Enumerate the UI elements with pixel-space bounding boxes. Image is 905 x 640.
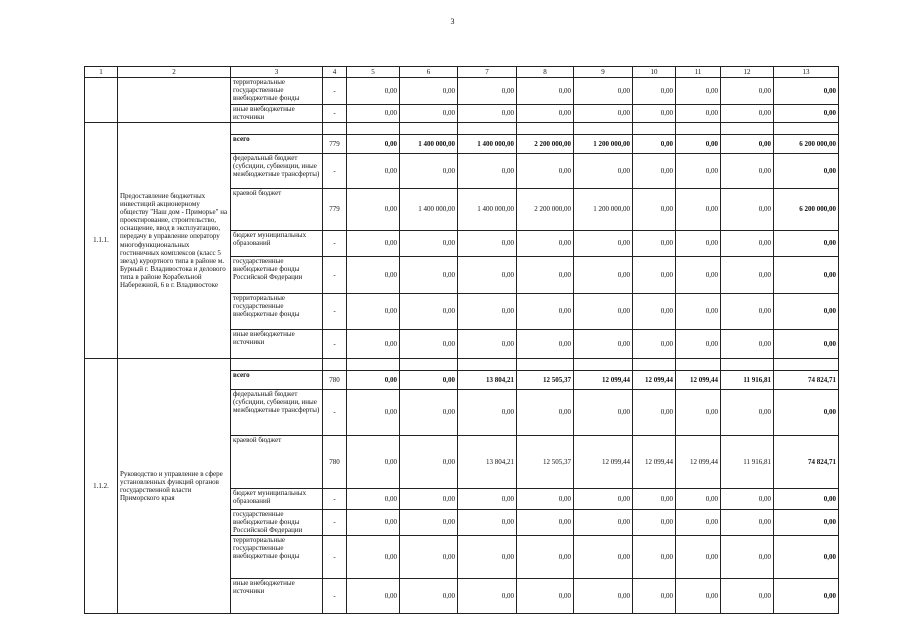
value-cell: 0,00 (721, 579, 774, 614)
value-cell: 0,00 (676, 78, 721, 105)
value-cell: 0,00 (633, 135, 676, 154)
code-cell: 780 (323, 371, 347, 390)
spacer-cell (774, 359, 839, 371)
value-cell: 0,00 (721, 78, 774, 105)
value-cell: 2 200 000,00 (517, 135, 574, 154)
value-cell: 0,00 (400, 510, 458, 536)
table-row (85, 78, 839, 105)
value-cell: 0,00 (400, 371, 458, 390)
value-cell: 0,00 (721, 510, 774, 536)
code-cell: - (323, 154, 347, 189)
value-cell: 0,00 (721, 105, 774, 123)
value-cell: 0,00 (458, 154, 517, 189)
spacer-cell (400, 359, 458, 371)
value-cell: 0,00 (347, 105, 400, 123)
column-header: 3 (231, 67, 323, 78)
value-cell: 0,00 (774, 257, 839, 294)
value-cell: 0,00 (517, 257, 574, 294)
value-cell: 0,00 (633, 154, 676, 189)
value-cell: 0,00 (676, 390, 721, 436)
value-cell: 0,00 (721, 257, 774, 294)
spacer-cell (231, 359, 323, 371)
value-cell: 0,00 (633, 330, 676, 359)
value-cell: 0,00 (347, 371, 400, 390)
spacer-cell (517, 359, 574, 371)
code-cell: - (323, 390, 347, 436)
column-header: 2 (118, 67, 231, 78)
column-header: 13 (774, 67, 839, 78)
value-cell: 1 400 000,00 (400, 135, 458, 154)
spacer-cell (676, 123, 721, 135)
funding-source: всего (231, 135, 323, 154)
value-cell: 0,00 (633, 579, 676, 614)
spacer-cell (231, 123, 323, 135)
column-header: 5 (347, 67, 400, 78)
value-cell: 0,00 (347, 510, 400, 536)
value-cell: 0,00 (347, 489, 400, 510)
code-cell: - (323, 105, 347, 123)
value-cell: 12 099,44 (676, 371, 721, 390)
value-cell: 74 824,71 (774, 371, 839, 390)
value-cell: 0,00 (721, 231, 774, 257)
spacer-row (85, 359, 839, 371)
value-cell: 0,00 (574, 78, 633, 105)
value-cell: 2 200 000,00 (517, 189, 574, 231)
value-cell: 0,00 (633, 231, 676, 257)
value-cell: 0,00 (676, 330, 721, 359)
value-cell: 0,00 (676, 294, 721, 330)
funding-source: бюджет муниципальных образований (231, 231, 323, 257)
value-cell: 1 400 000,00 (458, 135, 517, 154)
section-description: Предоставление бюджетных инвестиций акционерному обществу "Наш дом - Приморье" на проектирование, строительство, оснащение, ввод в эксплуатацию, передачу в управление оператору многофункциональных гостиничных комплексов (класс 5 звезд) курортного типа в районе м. Бурный г. Владивостока и делового типа в районе Корабельной Набережной, 6 в г. Владивостоке (118, 123, 231, 359)
value-cell: 0,00 (347, 189, 400, 231)
value-cell: 0,00 (676, 579, 721, 614)
value-cell: 11 916,81 (721, 436, 774, 489)
funding-source: иные внебюджетные источники (231, 579, 323, 614)
spacer-cell (774, 123, 839, 135)
value-cell: 0,00 (458, 78, 517, 105)
value-cell: 0,00 (517, 489, 574, 510)
value-cell: 0,00 (347, 294, 400, 330)
value-cell: 12 099,44 (633, 436, 676, 489)
spacer-cell (458, 359, 517, 371)
value-cell: 0,00 (347, 257, 400, 294)
code-cell: 780 (323, 436, 347, 489)
spacer-cell (633, 359, 676, 371)
spacer-cell (633, 123, 676, 135)
value-cell: 0,00 (458, 257, 517, 294)
column-header: 10 (633, 67, 676, 78)
spacer-cell (347, 359, 400, 371)
value-cell: 0,00 (458, 390, 517, 436)
value-cell: 1 200 000,00 (574, 135, 633, 154)
code-cell: 779 (323, 189, 347, 231)
value-cell: 0,00 (574, 231, 633, 257)
value-cell: 0,00 (633, 78, 676, 105)
value-cell: 13 804,21 (458, 436, 517, 489)
column-header: 6 (400, 67, 458, 78)
value-cell: 0,00 (517, 510, 574, 536)
value-cell: 0,00 (574, 154, 633, 189)
value-cell: 0,00 (574, 105, 633, 123)
value-cell: 0,00 (400, 330, 458, 359)
funding-source: территориальные государственные внебюджетные фонды (231, 536, 323, 579)
value-cell: 0,00 (400, 257, 458, 294)
value-cell: 0,00 (574, 510, 633, 536)
value-cell: 0,00 (347, 390, 400, 436)
value-cell: 0,00 (774, 105, 839, 123)
value-cell: 0,00 (774, 231, 839, 257)
funding-source: краевой бюджет (231, 436, 323, 489)
value-cell: 0,00 (458, 489, 517, 510)
value-cell: 74 824,71 (774, 436, 839, 489)
value-cell: 13 804,21 (458, 371, 517, 390)
code-cell: - (323, 579, 347, 614)
column-header: 7 (458, 67, 517, 78)
funding-source: федеральный бюджет (субсидии, субвенции, иные межбюджетные трансферты) (231, 390, 323, 436)
value-cell: 0,00 (400, 436, 458, 489)
value-cell: 0,00 (721, 135, 774, 154)
value-cell: 0,00 (676, 257, 721, 294)
value-cell: 0,00 (676, 231, 721, 257)
value-cell: 0,00 (347, 536, 400, 579)
code-cell: - (323, 330, 347, 359)
value-cell: 12 505,37 (517, 436, 574, 489)
value-cell: 0,00 (774, 330, 839, 359)
section-description: Руководство и управление в сфере установленных функций органов государственной власти Приморского края (118, 359, 231, 614)
column-number-header (85, 67, 839, 78)
value-cell: 0,00 (517, 78, 574, 105)
value-cell: 0,00 (574, 257, 633, 294)
code-cell: - (323, 257, 347, 294)
value-cell: 0,00 (633, 489, 676, 510)
value-cell: 11 916,81 (721, 371, 774, 390)
spacer-row (85, 123, 839, 135)
value-cell: 0,00 (347, 330, 400, 359)
value-cell: 0,00 (400, 489, 458, 510)
column-header: 1 (85, 67, 118, 78)
value-cell: 0,00 (517, 105, 574, 123)
value-cell: 0,00 (633, 536, 676, 579)
value-cell: 0,00 (721, 489, 774, 510)
value-cell: 0,00 (676, 189, 721, 231)
value-cell: 0,00 (676, 536, 721, 579)
value-cell: 0,00 (458, 105, 517, 123)
spacer-cell (721, 359, 774, 371)
value-cell: 0,00 (347, 78, 400, 105)
value-cell: 0,00 (347, 579, 400, 614)
value-cell: 0,00 (574, 294, 633, 330)
value-cell: 0,00 (774, 536, 839, 579)
value-cell: 0,00 (633, 257, 676, 294)
value-cell: 0,00 (574, 330, 633, 359)
code-cell: - (323, 231, 347, 257)
value-cell: 0,00 (721, 294, 774, 330)
value-cell: 0,00 (774, 294, 839, 330)
value-cell: 0,00 (347, 231, 400, 257)
section-number: 1.1.2. (85, 359, 118, 614)
funding-source: государственные внебюджетные фонды Российской Федерации (231, 257, 323, 294)
value-cell: 0,00 (721, 536, 774, 579)
budget-table (84, 66, 839, 614)
value-cell: 0,00 (633, 294, 676, 330)
value-cell: 0,00 (400, 231, 458, 257)
value-cell: 0,00 (676, 489, 721, 510)
value-cell: 0,00 (633, 510, 676, 536)
value-cell: 0,00 (676, 135, 721, 154)
code-cell: 779 (323, 135, 347, 154)
column-header: 4 (323, 67, 347, 78)
value-cell: 0,00 (517, 330, 574, 359)
code-cell: - (323, 510, 347, 536)
funding-source: территориальные государственные внебюджетные фонды (231, 294, 323, 330)
value-cell: 0,00 (458, 330, 517, 359)
funding-source: территориальные государственные внебюджетные фонды (231, 78, 323, 105)
value-cell: 0,00 (458, 294, 517, 330)
spacer-cell (323, 123, 347, 135)
value-cell: 0,00 (574, 489, 633, 510)
value-cell: 0,00 (774, 78, 839, 105)
table-body (85, 67, 839, 614)
value-cell: 0,00 (676, 154, 721, 189)
value-cell: 0,00 (458, 231, 517, 257)
value-cell: 0,00 (347, 154, 400, 189)
value-cell: 0,00 (774, 579, 839, 614)
funding-source: иные внебюджетные источники (231, 105, 323, 123)
value-cell: 0,00 (400, 105, 458, 123)
value-cell: 0,00 (633, 390, 676, 436)
value-cell: 6 200 000,00 (774, 189, 839, 231)
value-cell: 0,00 (774, 510, 839, 536)
spacer-cell (323, 359, 347, 371)
value-cell: 0,00 (721, 189, 774, 231)
value-cell: 0,00 (633, 105, 676, 123)
value-cell: 12 505,37 (517, 371, 574, 390)
value-cell: 0,00 (721, 390, 774, 436)
value-cell: 0,00 (721, 154, 774, 189)
funding-source: федеральный бюджет (субсидии, субвенции, иные межбюджетные трансферты) (231, 154, 323, 189)
spacer-cell (574, 359, 633, 371)
value-cell: 0,00 (458, 579, 517, 614)
spacer-cell (458, 123, 517, 135)
value-cell: 12 099,44 (633, 371, 676, 390)
column-header: 9 (574, 67, 633, 78)
value-cell: 0,00 (633, 189, 676, 231)
value-cell: 6 200 000,00 (774, 135, 839, 154)
value-cell: 1 400 000,00 (458, 189, 517, 231)
value-cell: 1 400 000,00 (400, 189, 458, 231)
column-header: 12 (721, 67, 774, 78)
column-header: 11 (676, 67, 721, 78)
code-cell: - (323, 78, 347, 105)
value-cell: 0,00 (676, 105, 721, 123)
empty-description-cell (118, 78, 231, 123)
code-cell: - (323, 489, 347, 510)
value-cell: 12 099,44 (574, 436, 633, 489)
value-cell: 0,00 (676, 510, 721, 536)
value-cell: 0,00 (517, 536, 574, 579)
value-cell: 0,00 (574, 390, 633, 436)
value-cell: 0,00 (517, 231, 574, 257)
value-cell: 0,00 (574, 536, 633, 579)
value-cell: 0,00 (400, 536, 458, 579)
value-cell: 0,00 (347, 135, 400, 154)
spacer-cell (574, 123, 633, 135)
value-cell: 0,00 (400, 390, 458, 436)
value-cell: 0,00 (517, 294, 574, 330)
value-cell: 1 200 000,00 (574, 189, 633, 231)
value-cell: 0,00 (400, 294, 458, 330)
code-cell: - (323, 294, 347, 330)
value-cell: 0,00 (400, 78, 458, 105)
value-cell: 0,00 (347, 436, 400, 489)
value-cell: 0,00 (400, 579, 458, 614)
value-cell: 0,00 (517, 154, 574, 189)
value-cell: 12 099,44 (676, 436, 721, 489)
funding-source: всего (231, 371, 323, 390)
section-number: 1.1.1. (85, 123, 118, 359)
value-cell: 12 099,44 (574, 371, 633, 390)
spacer-cell (517, 123, 574, 135)
empty-number-cell (85, 78, 118, 123)
value-cell: 0,00 (774, 390, 839, 436)
value-cell: 0,00 (774, 154, 839, 189)
value-cell: 0,00 (721, 330, 774, 359)
funding-source: бюджет муниципальных образований (231, 489, 323, 510)
value-cell: 0,00 (400, 154, 458, 189)
funding-source: краевой бюджет (231, 189, 323, 231)
page-number: 3 (450, 17, 455, 26)
spacer-cell (400, 123, 458, 135)
spacer-cell (721, 123, 774, 135)
column-header: 8 (517, 67, 574, 78)
value-cell: 0,00 (517, 579, 574, 614)
value-cell: 0,00 (774, 489, 839, 510)
spacer-cell (347, 123, 400, 135)
value-cell: 0,00 (458, 510, 517, 536)
value-cell: 0,00 (517, 390, 574, 436)
funding-source: иные внебюджетные источники (231, 330, 323, 359)
value-cell: 0,00 (458, 536, 517, 579)
spacer-cell (676, 359, 721, 371)
value-cell: 0,00 (574, 579, 633, 614)
funding-source: государственные внебюджетные фонды Российской Федерации (231, 510, 323, 536)
code-cell: - (323, 536, 347, 579)
